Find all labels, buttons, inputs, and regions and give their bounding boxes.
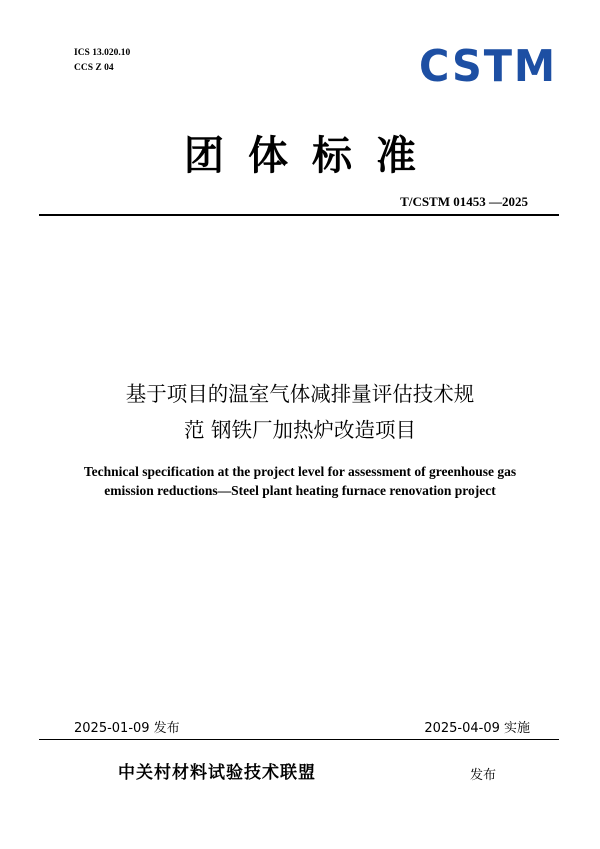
ics-code: ICS 13.020.10 (74, 48, 131, 58)
english-title-line1: Technical specification at the project level for assessment of greenhouse gas (83, 464, 517, 479)
top-divider (39, 214, 559, 216)
issue-label: 发布 (470, 768, 497, 783)
release-date: 2025-01-09 发布 (74, 721, 180, 736)
classification-codes (74, 46, 130, 76)
chinese-title-line2: 范 钢铁厂加热炉改造项目 (183, 418, 417, 442)
implementation-date: 2025-04-09 实施 (424, 721, 530, 736)
document-number: T/CSTM 01453 —2025 (400, 194, 528, 209)
english-title-line2: emission reductions—Steel plant heating furnace renovation project (104, 483, 496, 498)
issuing-organization: 中关村材料试验技术联盟 (118, 763, 316, 783)
logo-text: CSTM (419, 44, 557, 86)
english-title (30, 462, 570, 500)
chinese-title-line1: 基于项目的温室气体减排量评估技术规 (125, 382, 475, 406)
bottom-divider (39, 739, 559, 740)
chinese-title (60, 376, 540, 448)
ccs-code: CCS Z 04 (74, 63, 114, 73)
standard-type-heading: 团体标准 (184, 133, 440, 179)
cstm-logo (418, 44, 558, 86)
